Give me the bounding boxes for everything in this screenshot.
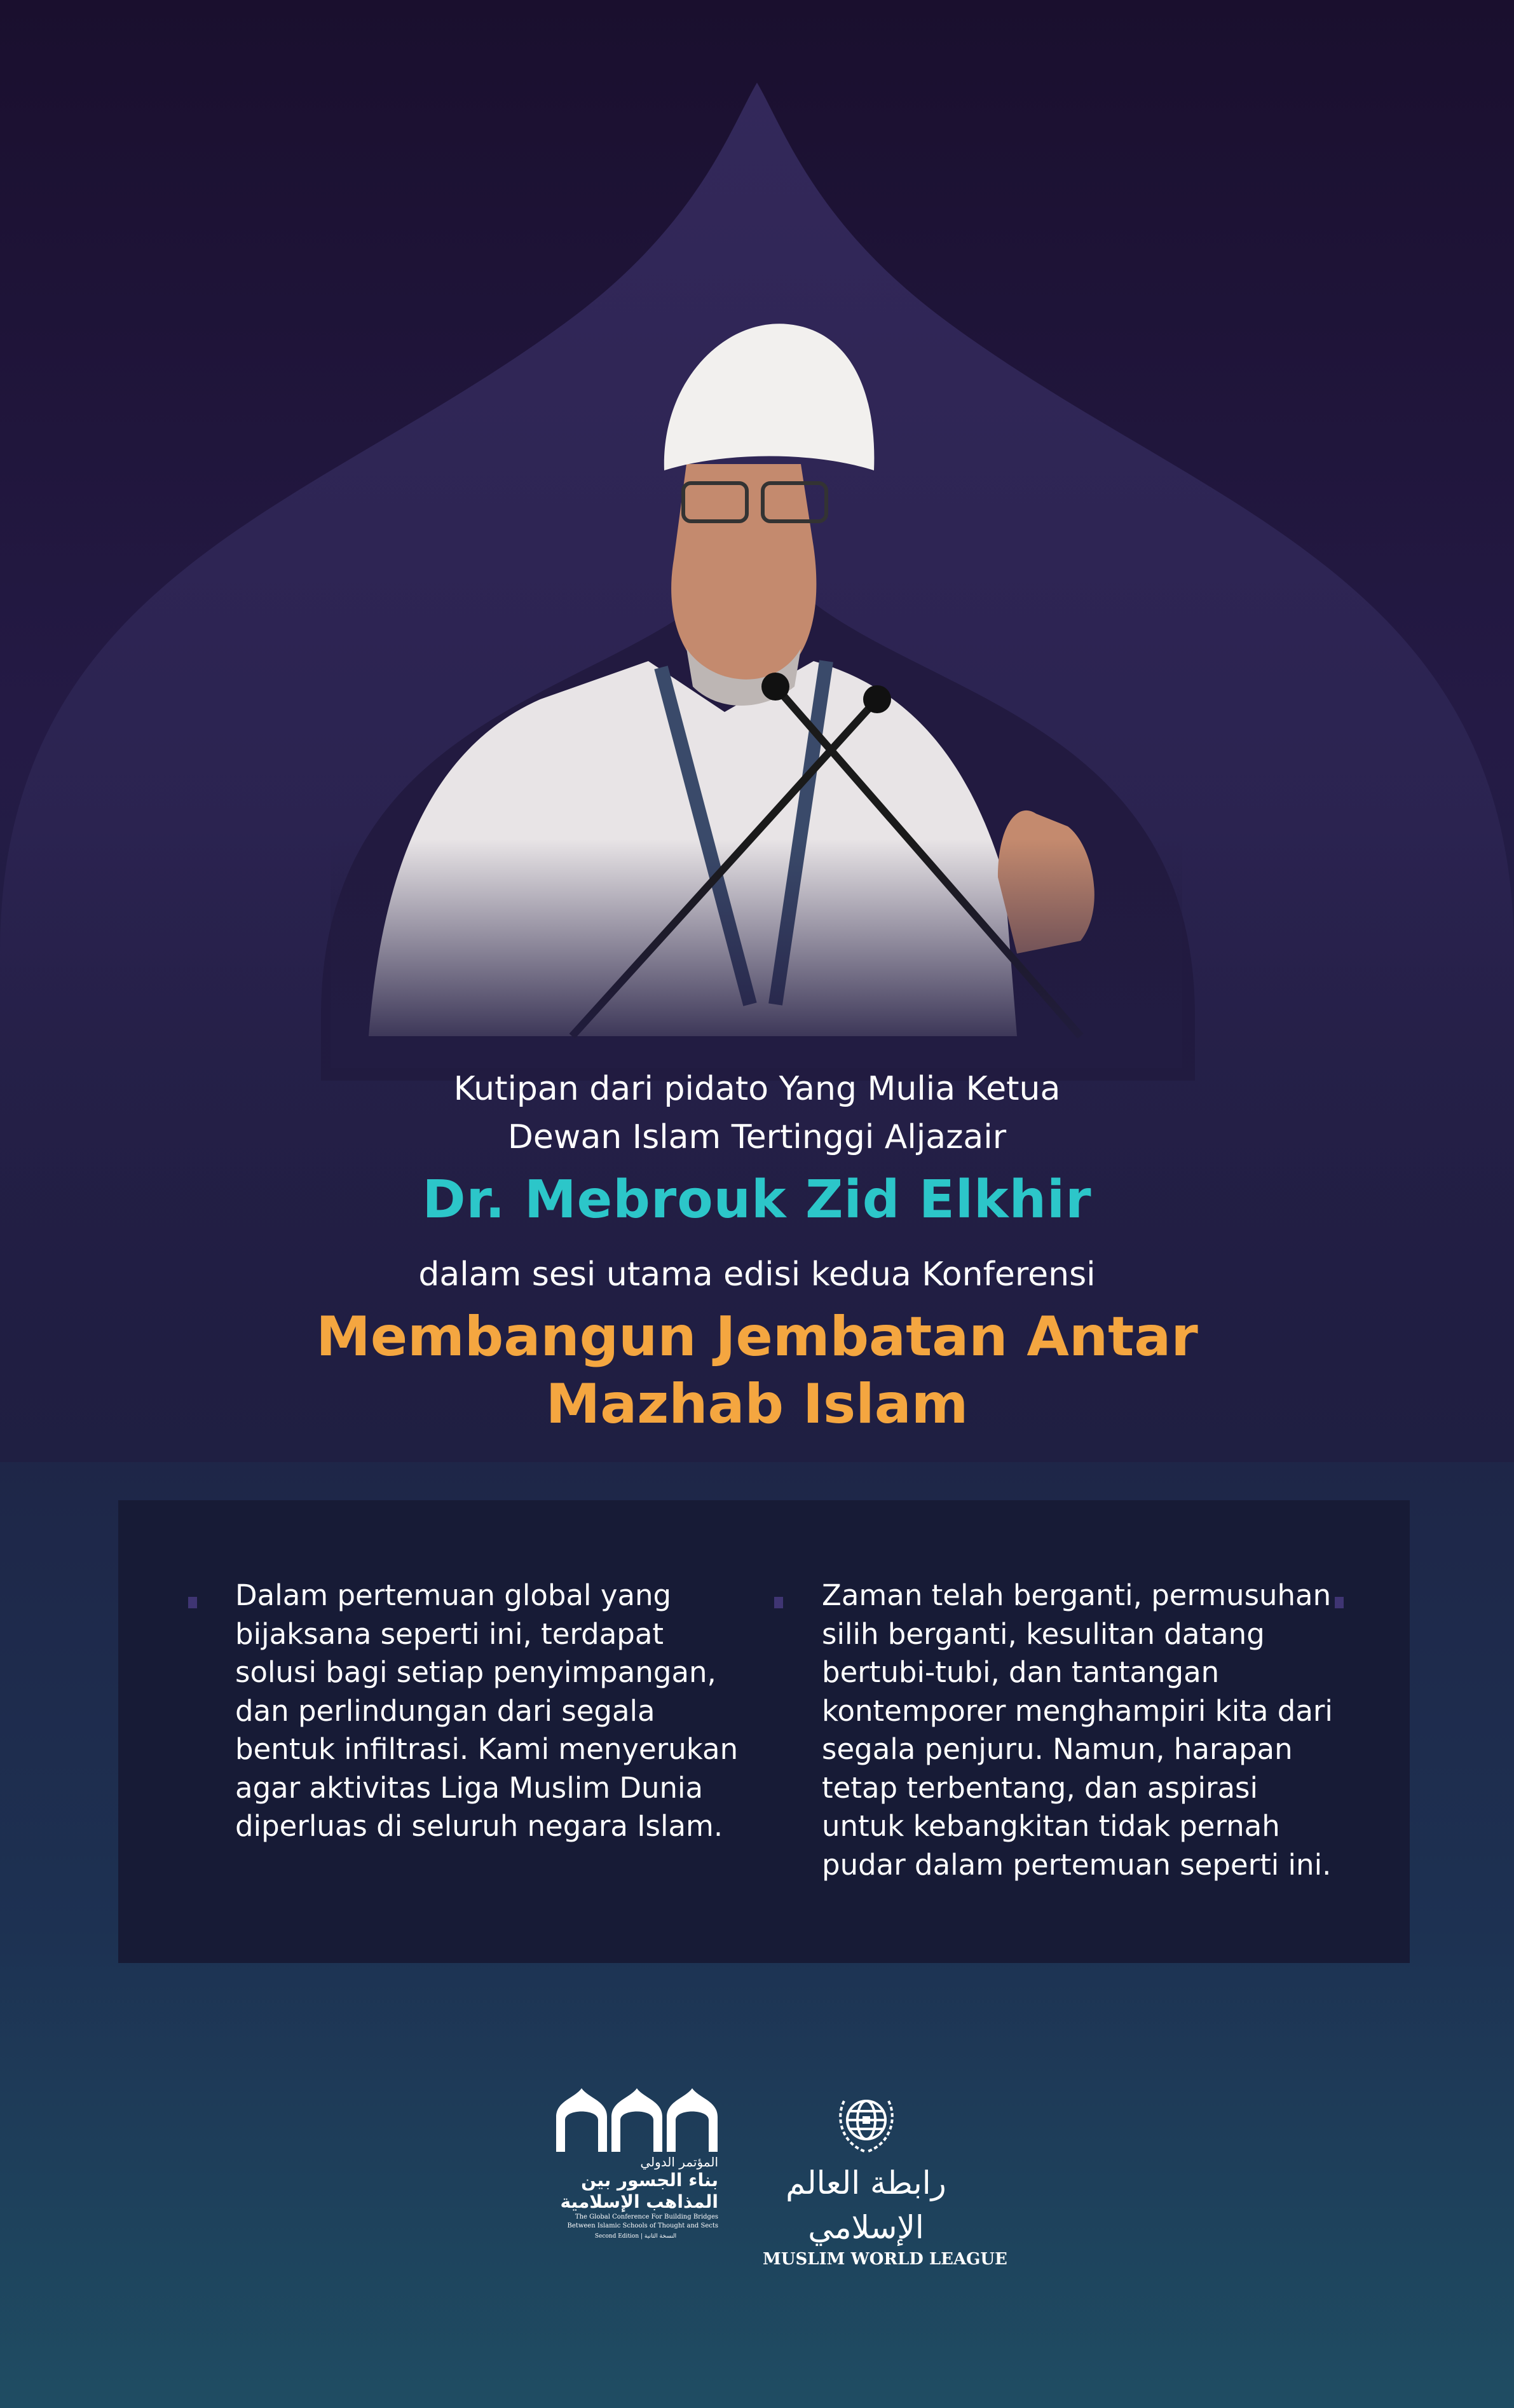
mwl-arabic: رابطة العالم الإسلامي <box>786 2165 946 2246</box>
quote-left: Dalam pertemuan global yang bijaksana seperti ini, terdapat solusi bagi setiap penyimpangan, dan perlindungan dari segala bentuk infiltrasi. Kami menyerukan agar aktivitas Liga Muslim Dunia diperluas di seluruh negara Islam. <box>235 1578 739 1843</box>
conference-title-line-2: Mazhab Islam <box>545 1372 969 1436</box>
conference-logo <box>553 2088 718 2242</box>
intro-line-1: Kutipan dari pidato Yang Mulia Ketua <box>453 1070 1061 1108</box>
globe-wreath-icon <box>831 2088 901 2158</box>
conference-edition: Second Edition | النسخة الثانية <box>594 2233 677 2240</box>
conference-english-1: The Global Conference For Building Bridges <box>575 2213 718 2220</box>
conference-arabic-3: المذاهب الإسلامية <box>560 2191 718 2212</box>
intro-text <box>0 1065 1514 1161</box>
conference-title-line-1: Membangun Jembatan Antar <box>316 1305 1198 1369</box>
arches-icon <box>556 2088 718 2152</box>
mwl-english: MUSLIM WORLD LEAGUE <box>763 2250 1007 2269</box>
conference-english-2: Between Islamic Schools of Thought and Sects <box>567 2222 718 2229</box>
speaker-name: Dr. Mebrouk Zid Elkhir <box>422 1170 1092 1230</box>
quote-right: Zaman telah berganti, permusuhan silih berganti, kesulitan datang bertubi-tubi, dan tantangan kontemporer menghampiri kita dari segala penjuru. Namun, harapan tetap terbentang, dan aspirasi untuk kebangkitan tidak pernah pudar dalam pertemuan seperti ini. <box>822 1578 1333 1882</box>
bullet-icon <box>774 1597 783 1608</box>
session-line: dalam sesi utama edisi kedua Konferensi <box>418 1255 1096 1294</box>
intro-line-2: Dewan Islam Tertinggi Aljazair <box>507 1118 1007 1156</box>
bullet-icon <box>1335 1597 1344 1608</box>
conference-arabic-1: المؤتمر الدولي <box>640 2154 718 2170</box>
conference-arabic-2: بناء الجسور بين <box>581 2170 718 2191</box>
speaker-photo <box>331 305 1182 1068</box>
bullet-icon <box>188 1597 197 1608</box>
mwl-logo <box>763 2088 1007 2269</box>
conference-title <box>0 1303 1514 1438</box>
